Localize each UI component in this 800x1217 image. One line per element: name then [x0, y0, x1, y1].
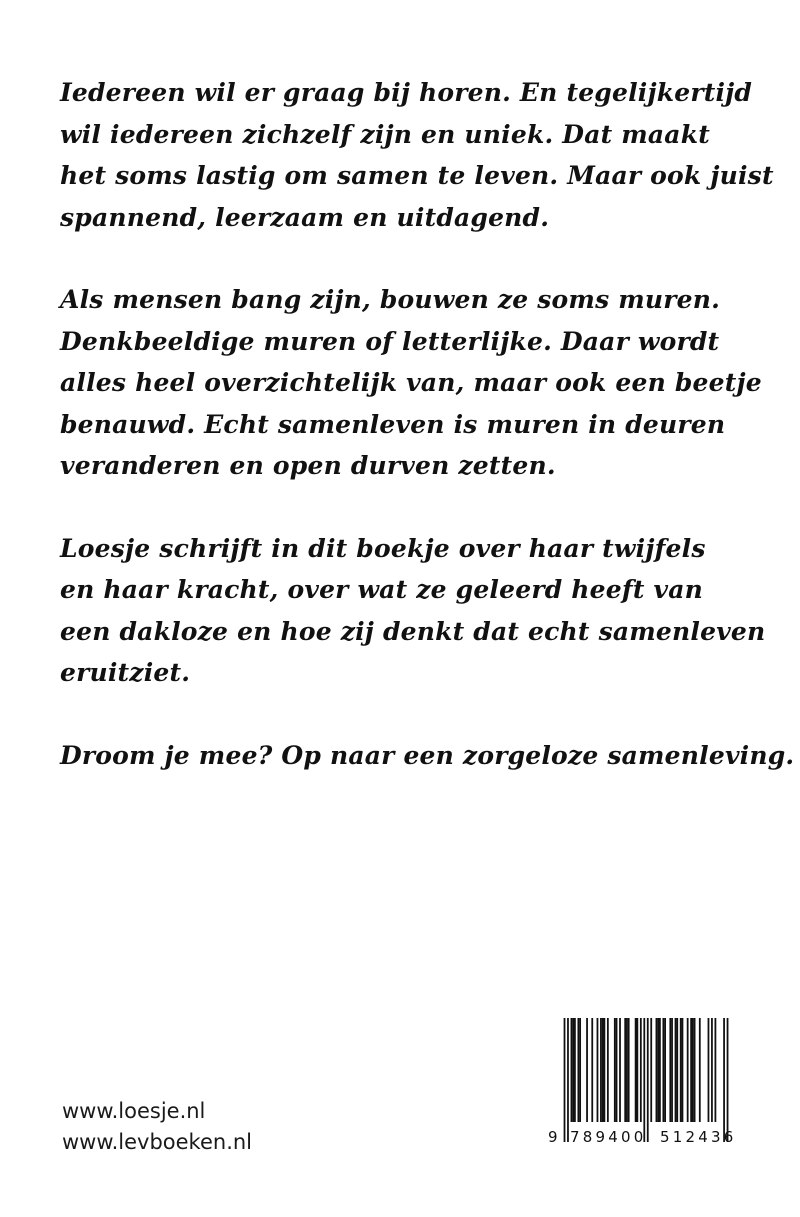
barcode-bar [664, 1018, 666, 1122]
barcode-bar [571, 1018, 573, 1122]
barcode-bar [711, 1018, 713, 1122]
barcode-bar [579, 1018, 581, 1122]
barcode-bar [602, 1018, 604, 1122]
barcode-bar [572, 1018, 574, 1122]
text-line: en haar kracht, over wat ze geleerd heeft van [60, 575, 703, 604]
barcode-bars [548, 1018, 744, 1142]
barcode-bar [687, 1018, 689, 1122]
barcode-bar [694, 1018, 696, 1122]
barcode-digit-first: 9 [548, 1128, 558, 1146]
website-links [62, 1096, 252, 1158]
barcode-guard-bar [723, 1018, 725, 1142]
barcode-bar [680, 1018, 682, 1122]
barcode-bar [597, 1018, 599, 1122]
barcode-guard-bar [567, 1018, 569, 1142]
barcode-bar [591, 1018, 593, 1122]
barcode-bar [577, 1018, 579, 1122]
paragraph-3 [60, 528, 766, 694]
barcode-bar [640, 1018, 642, 1122]
barcode-bar [574, 1018, 576, 1122]
barcode-guard-bar [643, 1018, 645, 1142]
text-line: Denkbeeldige muren of letterlijke. Daar wordt [60, 326, 720, 356]
text-line: veranderen en open durven zetten. [60, 451, 556, 480]
barcode-bar [628, 1018, 630, 1122]
barcode-bar [662, 1018, 664, 1122]
barcode-bar [676, 1018, 678, 1122]
text-line: een dakloze en hoe zij denkt dat echt samenleven [60, 616, 766, 646]
text-line: Loesje schrijft in dit boekje over haar twijfels [60, 533, 706, 563]
barcode-bar [600, 1018, 602, 1122]
url-loesje[interactable]: www.loesje.nl [62, 1099, 206, 1123]
barcode-bar [675, 1018, 677, 1122]
barcode-bar [650, 1018, 652, 1122]
barcode-bar [619, 1018, 621, 1122]
text-line: Iedereen wil er graag bij horen. En tegelijkertijd [60, 78, 753, 107]
barcode-bar [699, 1018, 701, 1122]
barcode-bar [616, 1018, 618, 1122]
barcode-guard-bar [727, 1018, 729, 1142]
barcode-bar [604, 1018, 606, 1122]
barcode-bar [626, 1018, 628, 1122]
barcode-bar [614, 1018, 616, 1122]
url-levboeken[interactable]: www.levboeken.nl [62, 1130, 253, 1154]
barcode-digits-right: 512436 [660, 1128, 737, 1146]
text-line: spannend, leerzaam en uitdagend. [60, 202, 550, 232]
barcode-bar [657, 1018, 659, 1122]
barcode-bar [624, 1018, 626, 1122]
barcode-bar [671, 1018, 673, 1122]
text-line: wil iedereen zichzelf zijn en uniek. Dat maakt [60, 119, 710, 149]
text-line: Als mensen bang zijn, bouwen ze soms muren. [60, 285, 721, 314]
barcode-bar [669, 1018, 671, 1122]
barcode-bar [656, 1018, 658, 1122]
paragraph-4 [60, 735, 795, 777]
barcode-bar [708, 1018, 710, 1122]
paragraph-2 [60, 279, 762, 487]
text-line: eruitziet. [60, 658, 191, 687]
barcode-bar [586, 1018, 588, 1122]
text-line: benauwd. Echt samenleven is muren in deuren [60, 409, 726, 439]
barcode-bar [715, 1018, 717, 1122]
barcode-bar [636, 1018, 638, 1122]
barcode-bar [682, 1018, 684, 1122]
blurb-text [60, 72, 795, 817]
barcode-guard-bar [564, 1018, 566, 1142]
text-line: alles heel overzichtelijk van, maar ook een beetje [60, 368, 762, 397]
barcode-guard-bar [647, 1018, 649, 1142]
barcode-bar [607, 1018, 609, 1122]
barcode-bar [635, 1018, 637, 1122]
barcode-bar [659, 1018, 661, 1122]
barcode-bar [692, 1018, 694, 1122]
text-line: Droom je mee? Op naar een zorgeloze samenleving. [60, 740, 795, 770]
text-line: het soms lastig om samen te leven. Maar ook juist [60, 161, 774, 190]
barcode-digits-left: 789400 [570, 1128, 647, 1146]
barcode-bar [690, 1018, 692, 1122]
paragraph-1 [60, 72, 774, 238]
